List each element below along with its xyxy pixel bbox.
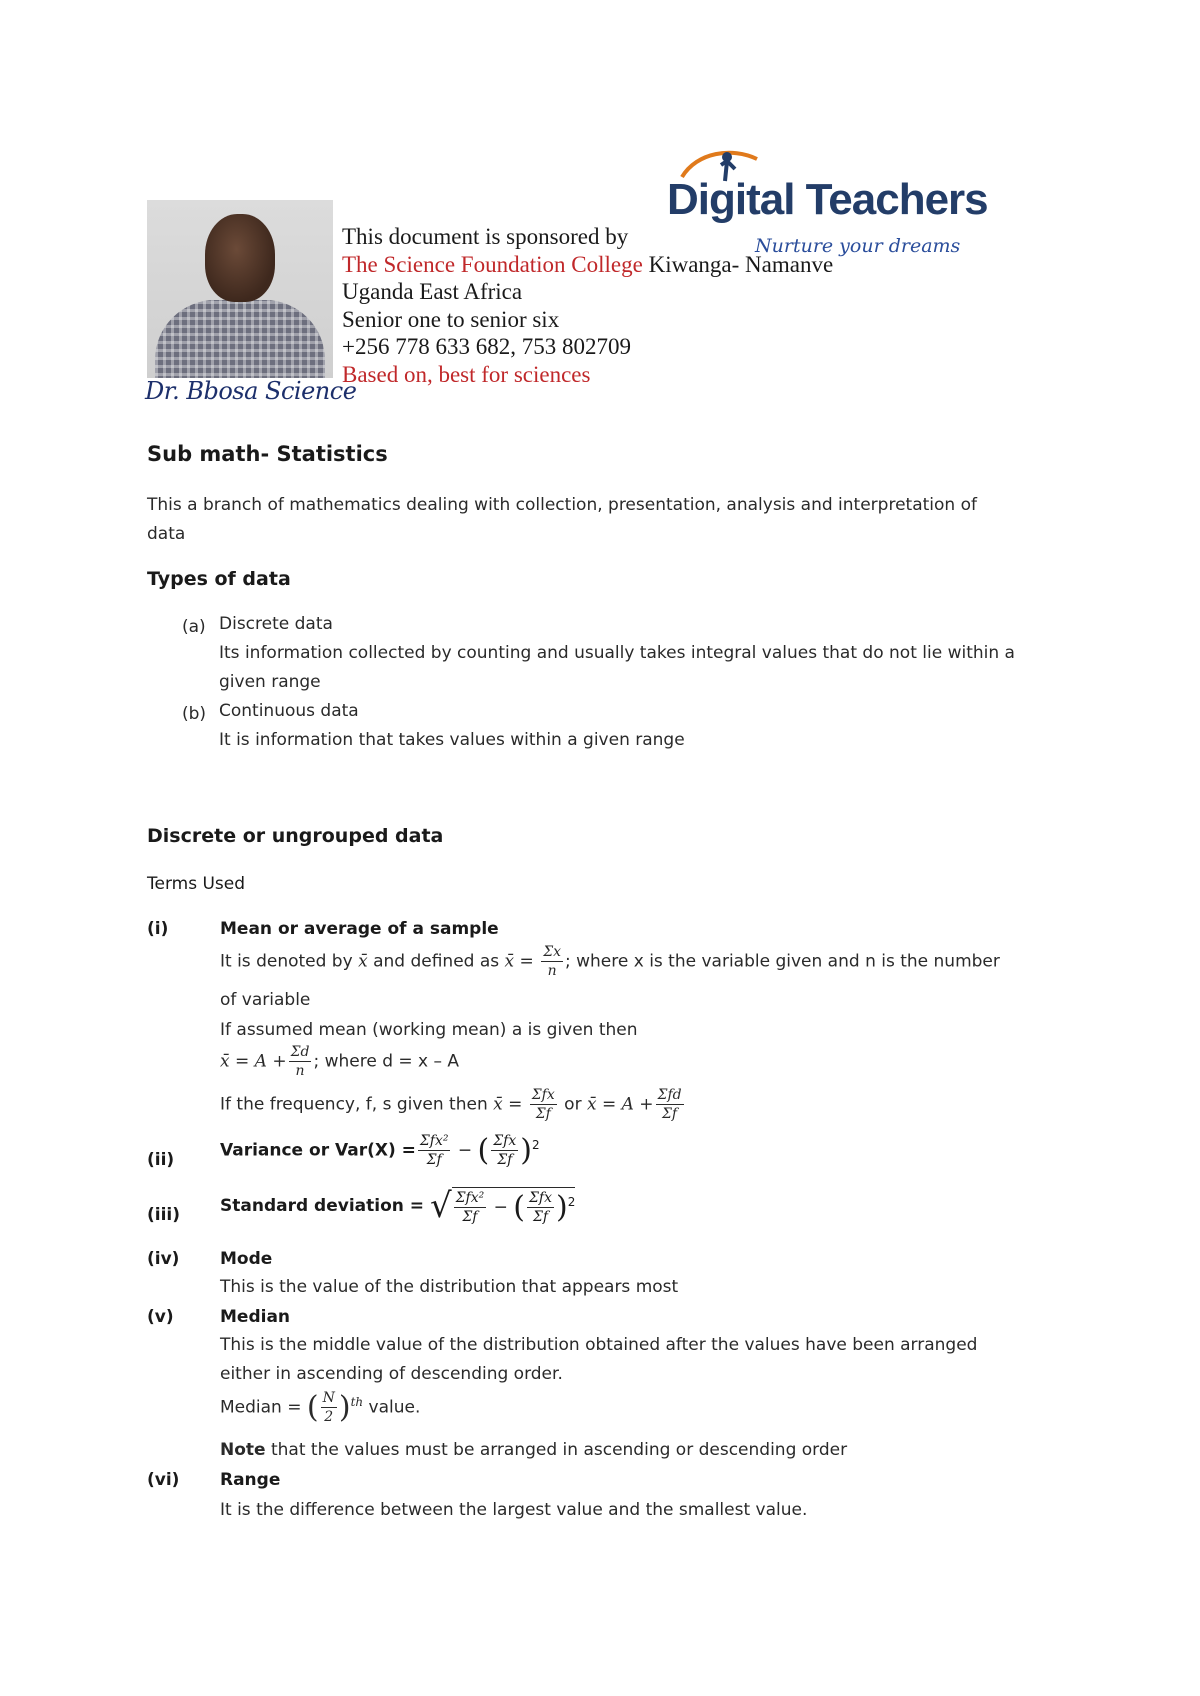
term-marker: (iii): [147, 1205, 181, 1225]
sponsor-line: Based on, best for sciences: [342, 361, 591, 387]
term-marker: (iv): [147, 1249, 180, 1269]
median-note: Note that the values must be arranged in ascending or descending order: [220, 1440, 848, 1460]
types-heading: Types of data: [147, 568, 291, 590]
logo-brand-text: Digital Teachers: [667, 175, 988, 224]
logo-tagline: Nurture your dreams: [755, 235, 961, 257]
sponsor-line: The Science Foundation College Kiwanga- Namanve: [342, 251, 834, 277]
term-title-mean: Mean or average of a sample: [220, 919, 499, 939]
term-title-mode: Mode: [220, 1249, 273, 1269]
author-signature: Dr. Bbosa Science: [145, 377, 357, 405]
frequency-mean-formula: If the frequency, f, s given then x̄ = $\frac{\text{Σfx}}{\Sigma f}$ or x̄ = A + $\frac{\text{Σfd}}{\Sigma f}$: [220, 1087, 682, 1122]
term-title-range: Range: [220, 1470, 281, 1490]
author-photo: [147, 200, 333, 378]
range-description: It is the difference between the largest value and the smallest value.: [220, 1500, 808, 1520]
list-item-continuous: Continuous data It is information that takes values within a given range: [219, 701, 685, 750]
sponsor-line: +256 778 633 682, 753 802709: [342, 334, 631, 359]
intro-paragraph: This a branch of mathematics dealing with collection, presentation, analysis and interpretation of data: [147, 495, 977, 544]
photo-shirt: [155, 300, 325, 378]
term-marker: (i): [147, 919, 169, 939]
terms-heading: Terms Used: [147, 874, 246, 894]
standard-deviation-formula: Standard deviation = √ $\frac{\text{Σfx²}}{\Sigma f}$ − ( $\frac{\text{Σfx}}{\Sigma f}$ )$^2$: [220, 1186, 576, 1226]
term-marker: (v): [147, 1307, 174, 1327]
mean-definition-cont: of variable: [220, 990, 311, 1010]
sponsor-line: Uganda East Africa: [342, 279, 523, 304]
sponsor-line: Senior one to senior six: [342, 306, 560, 332]
sponsor-line: This document is sponsored by: [342, 224, 629, 249]
section-heading: Discrete or ungrouped data: [147, 825, 444, 847]
assumed-mean-formula: x̄ = A + $\frac{\Sigma d}{n}$ ; where d = x – A: [220, 1044, 460, 1079]
mode-description: This is the value of the distribution that appears most: [220, 1277, 679, 1297]
list-item-discrete: Discrete data Its information collected by counting and usually takes integral values that do not lie within a given range: [219, 614, 1015, 692]
page-title: Sub math- Statistics: [147, 442, 388, 466]
list-marker: (a): [182, 617, 206, 637]
median-description-2: either in ascending of descending order.: [220, 1364, 563, 1384]
photo-head: [205, 214, 275, 302]
list-marker: (b): [182, 704, 207, 724]
sponsor-banner: [145, 145, 988, 410]
median-formula: Median = ( $\frac{N}{2}$ )$^{th}$ value.: [220, 1390, 421, 1425]
median-description-1: This is the middle value of the distribution obtained after the values have been arranged: [220, 1335, 978, 1355]
term-title-median: Median: [220, 1307, 291, 1327]
assumed-mean-text: If assumed mean (working mean) a is given then: [220, 1020, 638, 1040]
term-marker: (vi): [147, 1470, 180, 1490]
mean-definition: It is denoted by x̄ and defined as x̄ = $\frac{\Sigma x}{n}$ ; where x is the variable given and n is the number: [220, 944, 1000, 979]
term-marker: (ii): [147, 1150, 175, 1170]
variance-formula: Variance or Var(X) = $\frac{\text{Σfx²}}{\Sigma f}$ − ( $\frac{\text{Σfx}}{\Sigma f}$ )$^2$: [220, 1133, 540, 1168]
sponsor-text: [342, 223, 833, 388]
